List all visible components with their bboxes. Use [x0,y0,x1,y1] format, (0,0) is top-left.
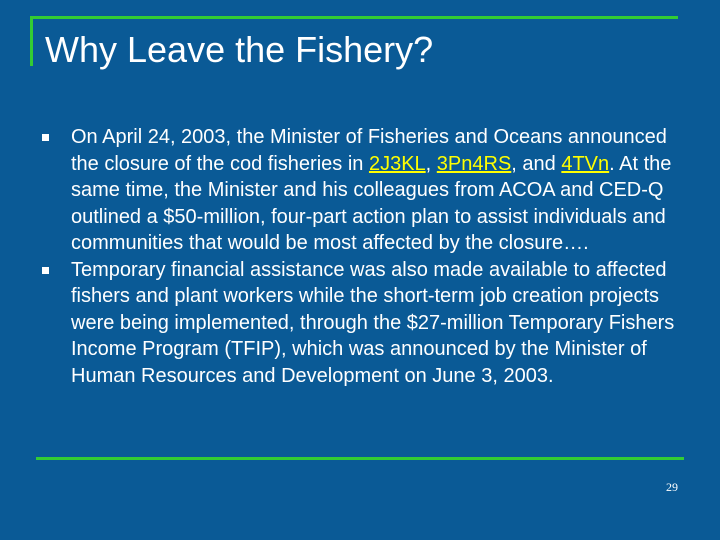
slide-title: Why Leave the Fishery? [45,29,434,70]
link-4tvn[interactable]: 4TVn [561,152,610,175]
page-number: 29 [666,480,678,494]
bullet-item-closure [42,124,682,257]
square-bullet-icon [42,134,49,141]
bullet-list [42,124,682,389]
title-frame-top-rule [30,16,678,19]
link-2j3kl[interactable]: 2J3KL [368,152,426,175]
bullet-text: , and [511,152,562,175]
title-frame-left-rule [30,16,33,66]
footer-rule [36,457,684,460]
square-bullet-icon [42,267,49,274]
bullet-text: On April 24, 2003, the Minister of Fisheries and Oceans announced the closure of the cod fisheries in [71,126,667,175]
bullet-text: , [425,152,437,175]
bullet-text: Temporary financial assistance was also made available to affected fishers and plant workers while the short-term job creation projects were being implemented, through the $27-million Temporary Fishers Income Program (TFIP), which was announced by the Minister of Human Resources and Development on June 3, 2003. [71,258,675,387]
bullet-item-assistance [42,257,682,390]
bullet-text: . At the same time, the Minister and his colleagues from ACOA and CED-Q outlined a $50-million, four-part action plan to assist individuals and communities that would be most affected by the closure…. [71,152,672,254]
link-3pn4rs[interactable]: 3Pn4RS [436,152,512,175]
